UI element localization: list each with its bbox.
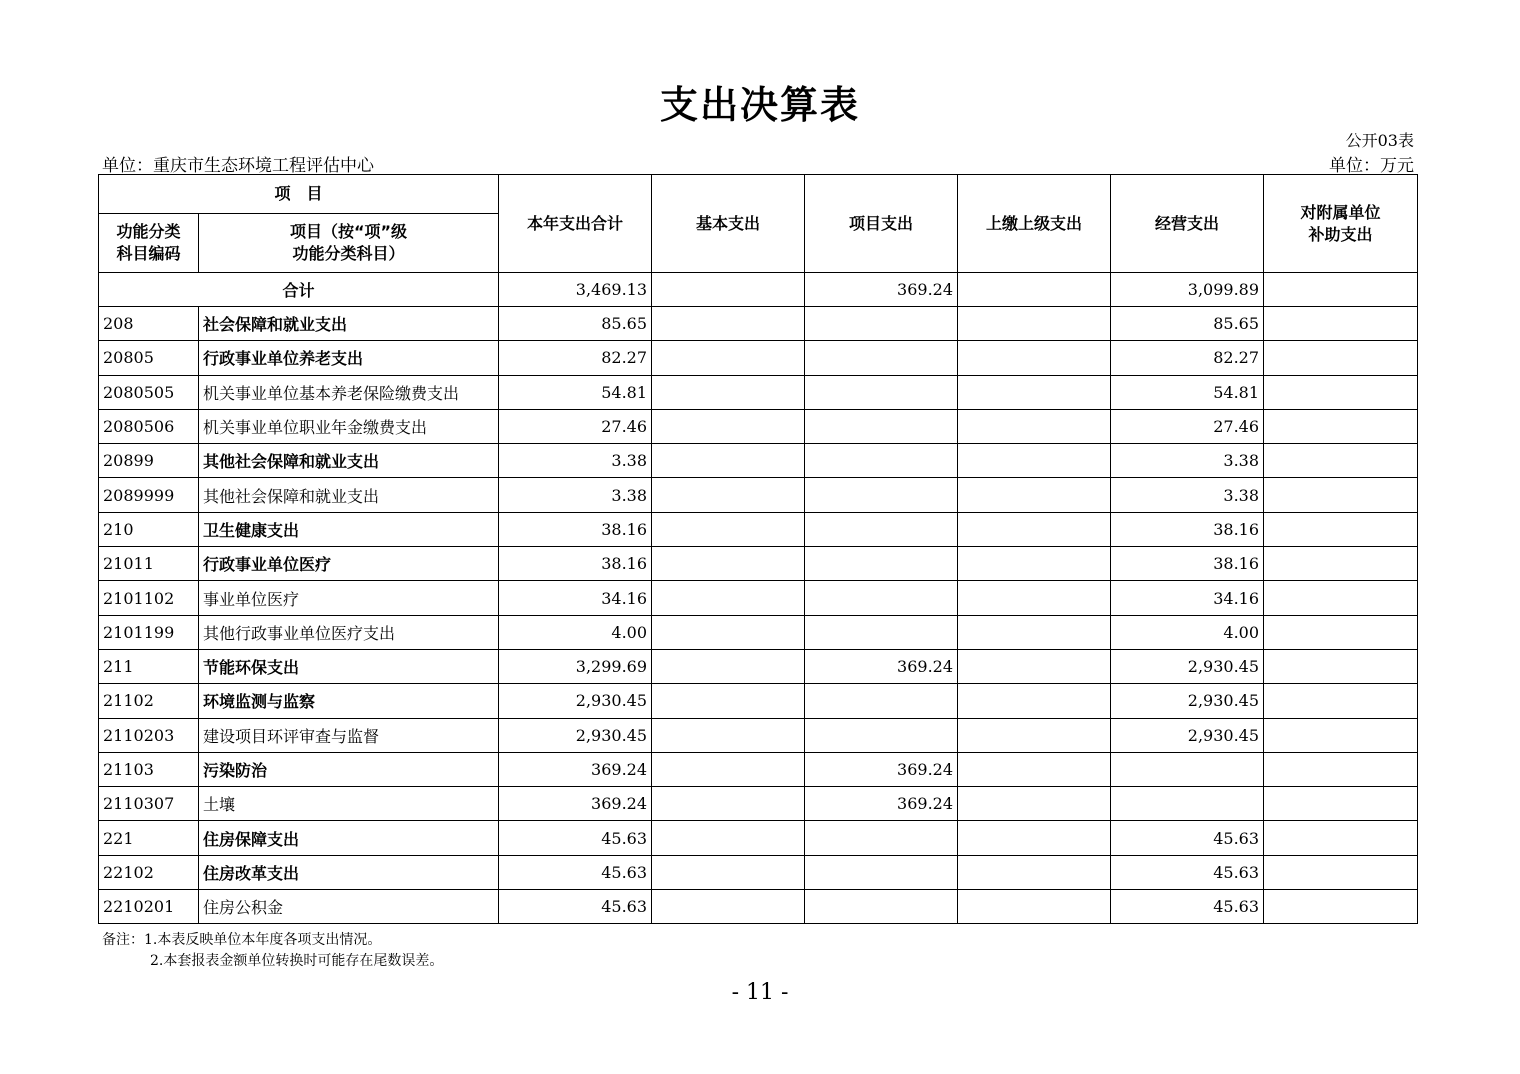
cell-code: 2101199 [99,615,199,649]
table-row [99,547,1418,581]
cell-name: 土壤 [199,787,499,821]
cell-upper [958,718,1111,752]
cell-subsidy [1264,855,1418,889]
cell-business: 82.27 [1111,341,1264,375]
page-title: 支出决算表 [659,83,860,127]
cell-name: 行政事业单位养老支出 [199,341,499,375]
cell-upper [958,409,1111,443]
table-row [99,444,1418,478]
cell-name: 事业单位医疗 [199,581,499,615]
cell-subsidy [1264,615,1418,649]
cell-subsidy [1264,684,1418,718]
cell-project [805,890,958,924]
cell-upper [958,649,1111,683]
table-row [99,684,1418,718]
cell-business: 27.46 [1111,409,1264,443]
cell-code: 22102 [99,855,199,889]
table-row [99,615,1418,649]
cell-project [805,444,958,478]
table-row [99,307,1418,341]
header-name: 项目（按“项”级 功能分类科目） [199,214,499,273]
table-row [99,409,1418,443]
cell-project [805,855,958,889]
cell-basic [652,375,805,409]
header-item: 项 目 [99,175,499,214]
cell-total: 3.38 [499,444,652,478]
cell-name: 其他行政事业单位医疗支出 [199,615,499,649]
total-cell-total: 3,469.13 [499,273,652,307]
cell-business: 45.63 [1111,855,1264,889]
table-row [99,787,1418,821]
cell-code: 2210201 [99,890,199,924]
table-row [99,890,1418,924]
cell-code: 21011 [99,547,199,581]
cell-basic [652,855,805,889]
cell-business: 85.65 [1111,307,1264,341]
cell-name: 污染防治 [199,752,499,786]
cell-basic [652,615,805,649]
cell-business: 45.63 [1111,821,1264,855]
cell-project [805,478,958,512]
table-row [99,375,1418,409]
page-number: - 11 - [731,980,789,1005]
cell-basic [652,684,805,718]
cell-name: 其他社会保障和就业支出 [199,444,499,478]
cell-name: 机关事业单位职业年金缴费支出 [199,409,499,443]
form-number: 公开03表 [1345,131,1414,150]
cell-business: 38.16 [1111,547,1264,581]
total-cell-project: 369.24 [805,273,958,307]
cell-name: 建设项目环评审查与监督 [199,718,499,752]
cell-code: 21102 [99,684,199,718]
cell-upper [958,307,1111,341]
cell-name: 社会保障和就业支出 [199,307,499,341]
cell-project [805,409,958,443]
cell-basic [652,409,805,443]
table-row [99,718,1418,752]
cell-basic [652,890,805,924]
header-basic: 基本支出 [652,175,805,273]
cell-project [805,547,958,581]
cell-basic [652,512,805,546]
cell-business: 54.81 [1111,375,1264,409]
header-subsidy: 对附属单位 补助支出 [1264,175,1418,273]
cell-total: 85.65 [499,307,652,341]
table-row [99,478,1418,512]
cell-business [1111,787,1264,821]
cell-business: 3.38 [1111,478,1264,512]
cell-upper [958,512,1111,546]
table-row [99,512,1418,546]
table-row [99,581,1418,615]
cell-upper [958,615,1111,649]
cell-name: 节能环保支出 [199,649,499,683]
cell-name: 住房保障支出 [199,821,499,855]
cell-total: 3.38 [499,478,652,512]
total-label: 合计 [99,273,499,307]
cell-subsidy [1264,307,1418,341]
cell-subsidy [1264,787,1418,821]
cell-total: 38.16 [499,547,652,581]
cell-total: 45.63 [499,821,652,855]
cell-total: 54.81 [499,375,652,409]
cell-upper [958,684,1111,718]
total-cell-basic [652,273,805,307]
header-upper: 上缴上级支出 [958,175,1111,273]
cell-total: 2,930.45 [499,718,652,752]
cell-project [805,615,958,649]
cell-subsidy [1264,821,1418,855]
expenditure-table [98,174,1418,924]
cell-upper [958,547,1111,581]
cell-total: 3,299.69 [499,649,652,683]
cell-upper [958,478,1111,512]
cell-business [1111,752,1264,786]
header-project: 项目支出 [805,175,958,273]
cell-total: 45.63 [499,890,652,924]
footnote-1: 备注：1.本表反映单位本年度各项支出情况。 [102,932,382,948]
cell-code: 2080506 [99,409,199,443]
cell-code: 208 [99,307,199,341]
cell-code: 210 [99,512,199,546]
table-row [99,649,1418,683]
cell-name: 其他社会保障和就业支出 [199,478,499,512]
cell-business: 45.63 [1111,890,1264,924]
cell-project [805,341,958,375]
cell-project [805,821,958,855]
cell-basic [652,547,805,581]
cell-total: 4.00 [499,615,652,649]
cell-subsidy [1264,649,1418,683]
table-row [99,752,1418,786]
cell-business: 34.16 [1111,581,1264,615]
cell-project [805,307,958,341]
cell-upper [958,890,1111,924]
cell-name: 行政事业单位医疗 [199,547,499,581]
cell-code: 211 [99,649,199,683]
cell-total: 369.24 [499,787,652,821]
currency-unit: 单位：万元 [1329,156,1414,176]
cell-subsidy [1264,718,1418,752]
cell-basic [652,341,805,375]
cell-name: 环境监测与监察 [199,684,499,718]
cell-subsidy [1264,375,1418,409]
cell-basic [652,718,805,752]
table-row [99,821,1418,855]
cell-code: 21103 [99,752,199,786]
cell-business: 3.38 [1111,444,1264,478]
total-cell-upper [958,273,1111,307]
cell-project [805,718,958,752]
cell-upper [958,821,1111,855]
cell-name: 住房公积金 [199,890,499,924]
cell-name: 机关事业单位基本养老保险缴费支出 [199,375,499,409]
cell-total: 369.24 [499,752,652,786]
cell-total: 38.16 [499,512,652,546]
cell-basic [652,752,805,786]
cell-code: 2089999 [99,478,199,512]
cell-basic [652,444,805,478]
cell-code: 20899 [99,444,199,478]
cell-project: 369.24 [805,649,958,683]
cell-subsidy [1264,890,1418,924]
cell-subsidy [1264,478,1418,512]
cell-total: 34.16 [499,581,652,615]
cell-upper [958,787,1111,821]
cell-upper [958,855,1111,889]
header-total: 本年支出合计 [499,175,652,273]
cell-upper [958,752,1111,786]
cell-basic [652,649,805,683]
table-row [99,341,1418,375]
cell-upper [958,341,1111,375]
cell-basic [652,821,805,855]
cell-code: 2080505 [99,375,199,409]
cell-code: 20805 [99,341,199,375]
cell-basic [652,478,805,512]
cell-code: 221 [99,821,199,855]
cell-basic [652,581,805,615]
header-business: 经营支出 [1111,175,1264,273]
cell-business: 2,930.45 [1111,649,1264,683]
cell-project: 369.24 [805,752,958,786]
cell-name: 卫生健康支出 [199,512,499,546]
cell-project: 369.24 [805,787,958,821]
footnotes [102,930,443,972]
cell-subsidy [1264,581,1418,615]
cell-total: 82.27 [499,341,652,375]
cell-code: 2101102 [99,581,199,615]
total-row [99,273,1418,307]
cell-subsidy [1264,444,1418,478]
table-row [99,855,1418,889]
cell-business: 4.00 [1111,615,1264,649]
total-cell-subsidy [1264,273,1418,307]
cell-total: 2,930.45 [499,684,652,718]
footnote-2: 2.本套报表金额单位转换时可能存在尾数误差。 [150,953,444,969]
cell-project [805,375,958,409]
cell-project [805,684,958,718]
cell-total: 27.46 [499,409,652,443]
cell-upper [958,444,1111,478]
cell-basic [652,787,805,821]
cell-business: 38.16 [1111,512,1264,546]
cell-upper [958,375,1111,409]
cell-basic [652,307,805,341]
cell-subsidy [1264,341,1418,375]
reporting-unit: 单位：重庆市生态环境工程评估中心 [102,156,374,176]
cell-name: 住房改革支出 [199,855,499,889]
total-cell-business: 3,099.89 [1111,273,1264,307]
cell-subsidy [1264,512,1418,546]
cell-code: 2110307 [99,787,199,821]
cell-code: 2110203 [99,718,199,752]
cell-subsidy [1264,752,1418,786]
header-code: 功能分类 科目编码 [99,214,199,273]
cell-total: 45.63 [499,855,652,889]
cell-subsidy [1264,409,1418,443]
cell-subsidy [1264,547,1418,581]
cell-project [805,581,958,615]
cell-business: 2,930.45 [1111,718,1264,752]
cell-upper [958,581,1111,615]
cell-project [805,512,958,546]
cell-business: 2,930.45 [1111,684,1264,718]
